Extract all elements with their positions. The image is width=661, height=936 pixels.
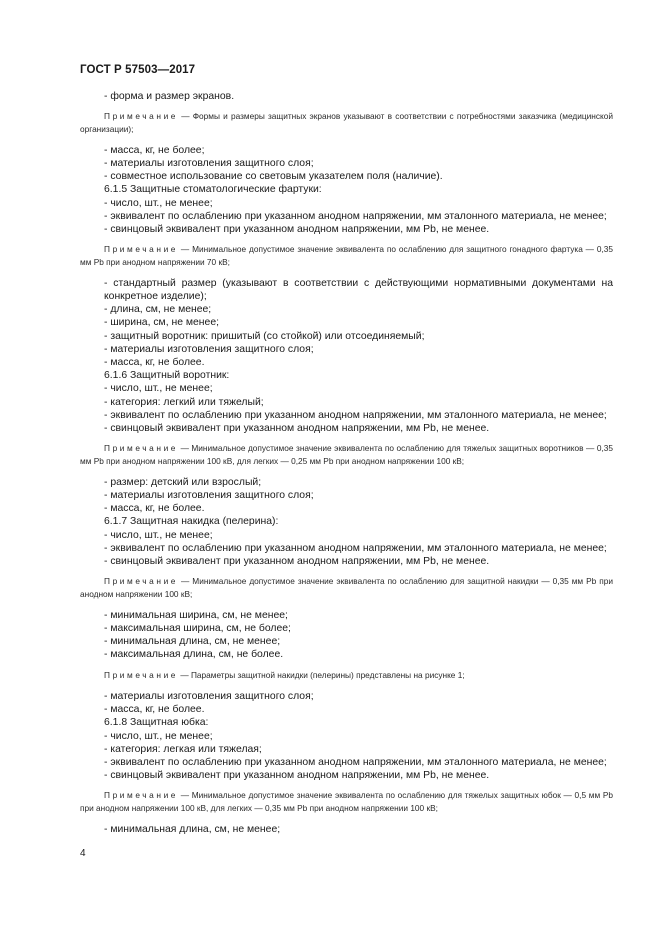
note-label: Примечание xyxy=(104,443,179,454)
body-line: - свинцовый эквивалент при указанном анодном напряжении, мм Pb, не менее. xyxy=(104,770,490,782)
document-body xyxy=(80,90,613,836)
body-line: - число, шт., не менее; xyxy=(104,730,213,742)
body-line: - число, шт., не менее; xyxy=(104,383,213,395)
body-line: - минимальная ширина, см, не менее; xyxy=(104,609,288,621)
note-text: — Параметры защитной накидки (пелерины) представлены на рисунке 1; xyxy=(180,669,465,680)
body-line: - свинцовый эквивалент при указанном анодном напряжении, мм Pb, не менее. xyxy=(104,224,490,236)
body-line: - совместное использование со световым указателем поля (наличие). xyxy=(104,171,443,183)
note-paragraph xyxy=(80,789,613,814)
body-line: - стандартный размер (указывают в соответствии с действующими нормативными документами на конкретное изделие); xyxy=(104,277,613,303)
body-line: - эквивалент по ослаблению при указанном анодном напряжении, мм эталонного материала, не менее; xyxy=(104,409,607,421)
body-line: - масса, кг, не более; xyxy=(104,144,205,156)
note-label: Примечание xyxy=(104,669,179,680)
note-paragraph xyxy=(80,669,613,681)
body-line: - ширина, см, не менее; xyxy=(104,317,219,329)
note-label: Примечание xyxy=(104,576,179,587)
note-label: Примечание xyxy=(104,790,179,801)
body-line: - число, шт., не менее; xyxy=(104,197,213,209)
body-line: 6.1.5 Защитные стоматологические фартуки: xyxy=(104,184,322,196)
note-text: — Минимальное допустимое значение эквивалента по ослаблению для тяжелых защитных юбок — 0,5 мм Pb при анодном напряжении 100 кВ, для легких — 0,35 мм Pb при анодном напряжении 100 кВ; xyxy=(80,790,613,813)
body-line: - максимальная длина, см, не более. xyxy=(104,649,284,661)
page-number: 4 xyxy=(80,848,86,859)
body-line: - максимальная ширина, см, не более; xyxy=(104,623,291,635)
body-line: - эквивалент по ослаблению при указанном анодном напряжении, мм эталонного материала, не менее; xyxy=(104,756,607,768)
body-line: - число, шт., не менее; xyxy=(104,529,213,541)
body-line: - материалы изготовления защитного слоя; xyxy=(104,490,314,502)
body-line: - материалы изготовления защитного слоя; xyxy=(104,158,314,169)
note-text: — Минимальное допустимое значение эквивалента по ослаблению для тяжелых защитных воротников — 0,35 мм Pb при анодном напряжении 100 кВ, для легких — 0,25 мм Pb при анодном напряжении 100 кВ; xyxy=(80,443,613,466)
body-line: - свинцовый эквивалент при указанном анодном напряжении, мм Pb, не менее. xyxy=(104,423,490,435)
body-line: 6.1.6 Защитный воротник: xyxy=(104,370,230,382)
body-line: - форма и размер экранов. xyxy=(104,91,235,102)
body-line: - категория: легкая или тяжелая; xyxy=(104,743,262,755)
body-line: - размер: детский или взрослый; xyxy=(104,476,262,488)
note-label: Примечание xyxy=(104,244,179,255)
note-text: — Минимальное допустимое значение эквивалента по ослаблению для защитной накидки — 0,35 мм Pb при анодном напряжении 100 кВ; xyxy=(80,576,613,599)
body-line: - длина, см, не менее; xyxy=(104,304,212,316)
note-paragraph xyxy=(80,243,613,268)
body-line: - эквивалент по ослаблению при указанном анодном напряжении, мм эталонного материала, не менее; xyxy=(104,210,607,222)
note-paragraph xyxy=(80,110,613,135)
body-line: - материалы изготовления защитного слоя; xyxy=(104,343,314,355)
document-header-title: ГОСТ Р 57503—2017 xyxy=(80,64,196,76)
body-line: - минимальная длина, см, не менее; xyxy=(104,636,281,648)
body-line: - категория: легкий или тяжелый; xyxy=(104,396,264,408)
note-paragraph xyxy=(80,442,613,467)
note-label: Примечание xyxy=(104,111,179,122)
note-text: — Формы и размеры защитных экранов указывают в соответствии с потребностями заказчика (медицинской организации); xyxy=(80,111,613,134)
body-line: - масса, кг, не более. xyxy=(104,357,205,369)
body-line: - эквивалент по ослаблению при указанном анодном напряжении, мм эталонного материала, не менее; xyxy=(104,542,607,554)
note-text: — Минимальное допустимое значение эквивалента по ослаблению для защитного гонадного фартука — 0,35 мм Pb при анодном напряжении 70 кВ; xyxy=(80,244,613,267)
body-line: - масса, кг, не более. xyxy=(104,503,205,515)
body-line: - масса, кг, не более. xyxy=(104,704,205,716)
body-line: - свинцовый эквивалент при указанном анодном напряжении, мм Pb, не менее. xyxy=(104,556,490,568)
body-line: - защитный воротник: пришитый (со стойкой) или отсоединяемый; xyxy=(104,330,425,342)
body-line: - материалы изготовления защитного слоя; xyxy=(104,690,314,702)
note-paragraph xyxy=(80,575,613,600)
body-line: 6.1.7 Защитная накидка (пелерина): xyxy=(104,516,279,528)
body-line: 6.1.8 Защитная юбка: xyxy=(104,717,209,729)
body-line: - минимальная длина, см, не менее; xyxy=(104,823,281,835)
